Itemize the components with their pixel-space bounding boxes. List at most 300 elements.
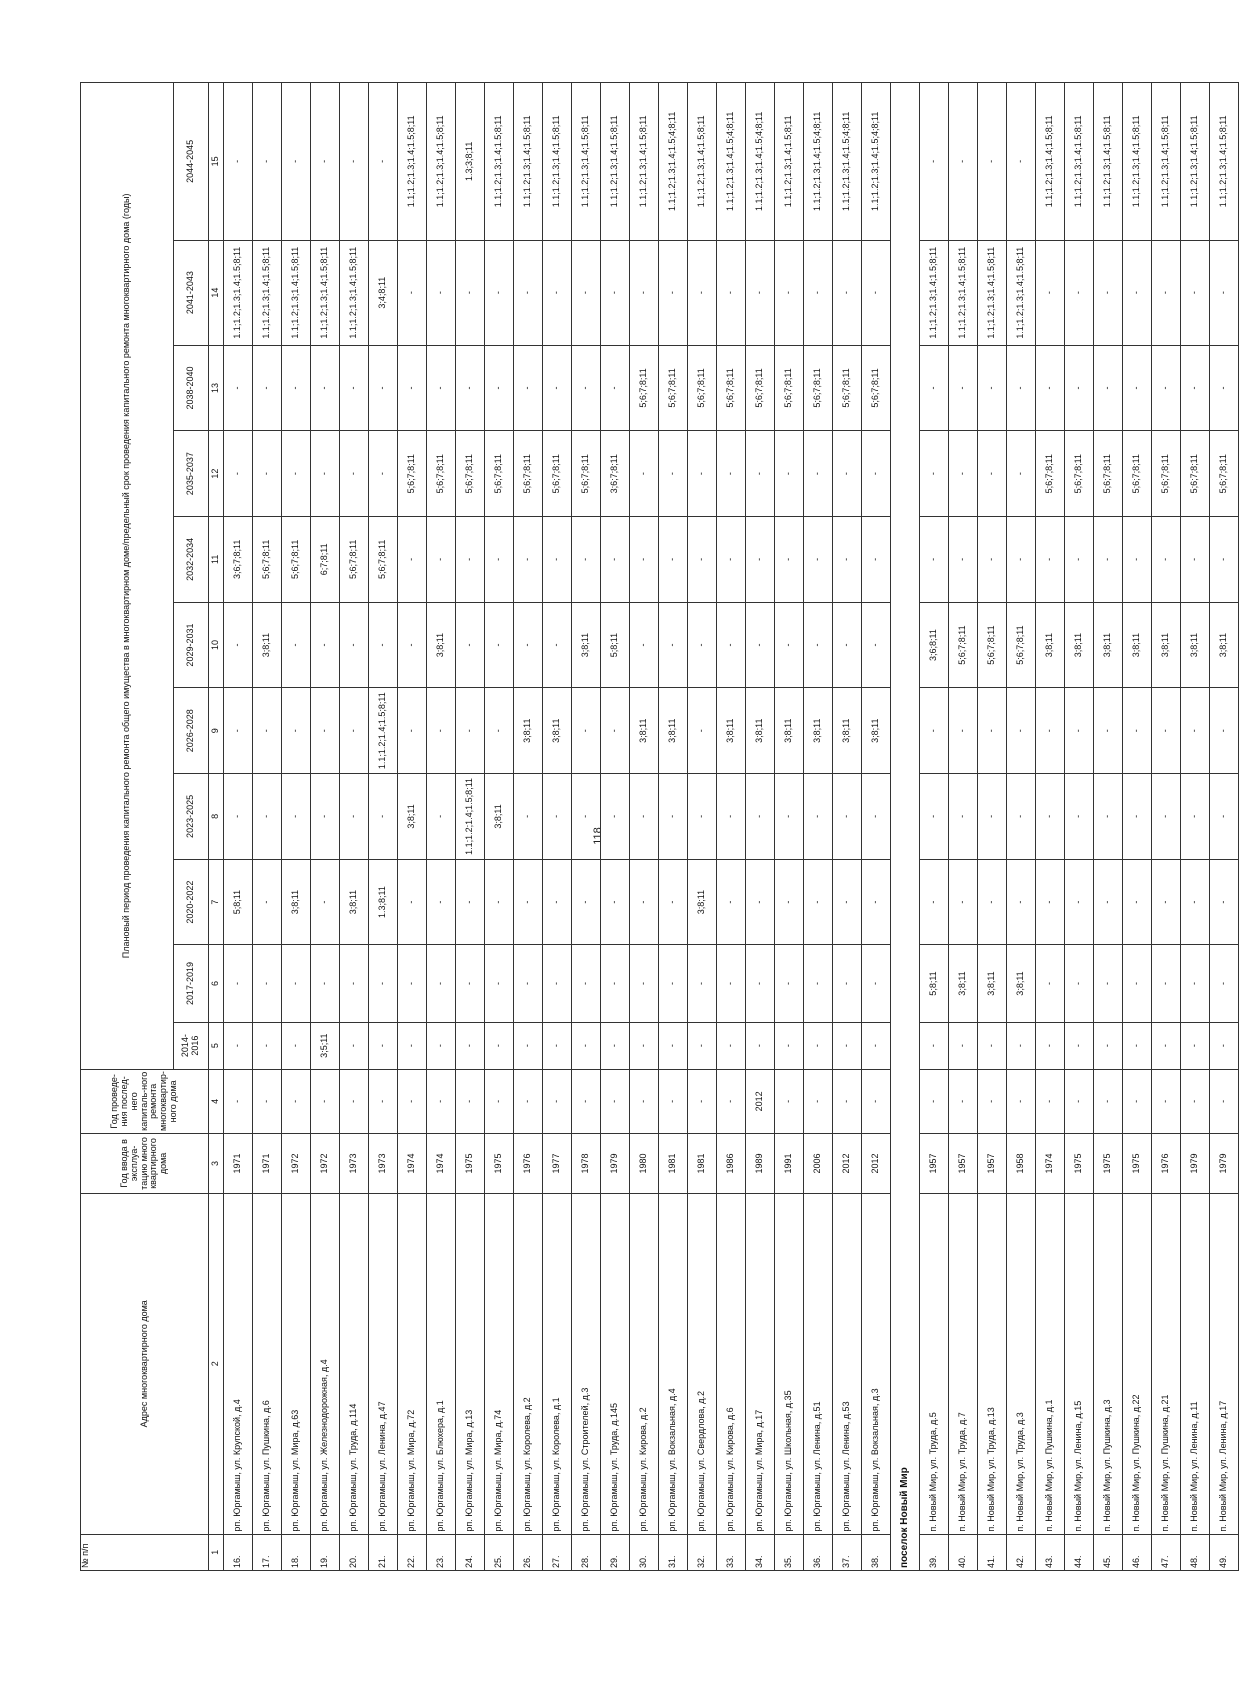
- row-period-cell: -: [572, 774, 601, 860]
- row-period-cell: 1.1;1.2;1.3;1.4;1.5;8;11: [601, 83, 630, 241]
- row-year-built: 1989: [746, 1133, 775, 1193]
- row-year-last-repair: -: [804, 1069, 833, 1133]
- row-period-cell: -: [746, 774, 775, 860]
- row-year-last-repair: -: [485, 1069, 514, 1133]
- row-year-last-repair: -: [514, 1069, 543, 1133]
- table-row: [949, 83, 978, 1571]
- row-period-cell: 5;6;7;8;11: [949, 602, 978, 688]
- row-year-built: 2006: [804, 1133, 833, 1193]
- row-period-cell: -: [630, 431, 659, 517]
- row-year-last-repair: -: [224, 1069, 253, 1133]
- row-period-cell: -: [833, 240, 862, 345]
- row-period-cell: 3;8;11: [1210, 602, 1239, 688]
- row-period-cell: -: [1065, 240, 1094, 345]
- row-year-last-repair: -: [282, 1069, 311, 1133]
- row-period-cell: -: [1094, 240, 1123, 345]
- row-period-cell: 1.1;1.2;1.3;1.4;1.5;8;11: [1210, 83, 1239, 241]
- row-period-cell: -: [920, 1022, 949, 1069]
- row-period-cell: -: [833, 945, 862, 1022]
- row-period-cell: -: [1036, 688, 1065, 774]
- row-year-last-repair: 2012: [746, 1069, 775, 1133]
- row-number: 34.: [746, 1534, 775, 1570]
- row-address: п. Новый Мир, ул. Труда, д.3: [1007, 1193, 1036, 1534]
- row-period-cell: -: [1007, 431, 1036, 517]
- row-period-cell: -: [1181, 945, 1210, 1022]
- row-period-cell: -: [369, 345, 398, 431]
- row-period-cell: -: [862, 945, 891, 1022]
- row-period-cell: -: [369, 774, 398, 860]
- row-period-cell: -: [804, 240, 833, 345]
- row-period-cell: 5;6;7;8;11: [253, 517, 282, 603]
- row-period-cell: -: [1123, 1022, 1152, 1069]
- table-row: [253, 83, 282, 1571]
- row-period-cell: 3;8;11: [746, 688, 775, 774]
- row-period-cell: -: [340, 431, 369, 517]
- row-period-cell: -: [688, 240, 717, 345]
- row-year-built: 1975: [456, 1133, 485, 1193]
- row-period-cell: -: [630, 859, 659, 945]
- row-period-cell: -: [688, 1022, 717, 1069]
- row-period-cell: 3;8;11: [1036, 602, 1065, 688]
- row-address: рп. Юргамыш, ул. Ленина, д.51: [804, 1193, 833, 1534]
- row-period-cell: -: [659, 240, 688, 345]
- row-period-cell: -: [688, 517, 717, 603]
- row-year-built: 1981: [659, 1133, 688, 1193]
- row-period-cell: -: [514, 774, 543, 860]
- row-period-cell: 5;6;7;8;11: [572, 431, 601, 517]
- row-number: 22.: [398, 1534, 427, 1570]
- row-address: рп. Юргамыш, ул. Железнодорожная, д.4: [311, 1193, 340, 1534]
- row-period-cell: -: [1123, 688, 1152, 774]
- row-period-cell: -: [543, 240, 572, 345]
- row-period-cell: 1.1;1.2;1.3;1.4;1.5;4;8;11: [833, 83, 862, 241]
- row-period-cell: -: [398, 517, 427, 603]
- row-period-cell: -: [282, 688, 311, 774]
- row-period-cell: 5;6;7;8;11: [978, 602, 1007, 688]
- row-period-cell: -: [862, 859, 891, 945]
- row-period-cell: -: [978, 859, 1007, 945]
- row-address: рп. Юргамыш, ул. Мира, д.13: [456, 1193, 485, 1534]
- row-year-last-repair: -: [659, 1069, 688, 1133]
- row-period-cell: -: [1094, 945, 1123, 1022]
- row-period-cell: -: [688, 602, 717, 688]
- row-period-cell: 3;5;11: [311, 1022, 340, 1069]
- header-period: 2041-2043: [174, 240, 209, 345]
- row-period-cell: -: [427, 688, 456, 774]
- row-period-cell: -: [949, 774, 978, 860]
- row-period-cell: -: [224, 602, 253, 688]
- row-address: п. Новый Мир, ул. Пушкина, д.22: [1123, 1193, 1152, 1534]
- row-period-cell: 5;6;7;8;11: [1210, 431, 1239, 517]
- row-period-cell: -: [1210, 859, 1239, 945]
- row-period-cell: 3;8;11: [775, 688, 804, 774]
- table-row: [804, 83, 833, 1571]
- capital-repair-table: [80, 82, 1239, 1571]
- row-period-cell: 1.1;1.2;1.3;1.4;1.5;8;11: [1152, 83, 1181, 241]
- row-period-cell: -: [775, 240, 804, 345]
- row-period-cell: -: [398, 240, 427, 345]
- header-year-last-repair: Год проведе-ния послед-него капиталь-ного ремонта многоквартир-ного дома: [81, 1069, 209, 1133]
- row-period-cell: -: [543, 945, 572, 1022]
- row-period-cell: 3;6;7;8;11: [601, 431, 630, 517]
- row-period-cell: -: [224, 1022, 253, 1069]
- row-period-cell: -: [717, 517, 746, 603]
- row-period-cell: -: [427, 517, 456, 603]
- row-period-cell: 3;8;11: [253, 602, 282, 688]
- row-period-cell: -: [398, 602, 427, 688]
- row-period-cell: -: [282, 774, 311, 860]
- row-period-cell: -: [456, 1022, 485, 1069]
- header-col-number: 8: [209, 774, 224, 860]
- row-period-cell: 3;8;11: [659, 688, 688, 774]
- row-period-cell: -: [630, 1022, 659, 1069]
- row-period-cell: -: [398, 859, 427, 945]
- row-period-cell: -: [1181, 859, 1210, 945]
- row-year-last-repair: -: [833, 1069, 862, 1133]
- row-year-last-repair: -: [1007, 1069, 1036, 1133]
- row-period-cell: -: [775, 774, 804, 860]
- table-row: [282, 83, 311, 1571]
- row-period-cell: -: [601, 774, 630, 860]
- row-number: 24.: [456, 1534, 485, 1570]
- row-period-cell: 1.1;1.2;1.3;1.4;1.5;8;11: [1065, 83, 1094, 241]
- row-period-cell: -: [311, 602, 340, 688]
- row-period-cell: -: [1123, 774, 1152, 860]
- row-period-cell: -: [717, 859, 746, 945]
- row-period-cell: -: [862, 1022, 891, 1069]
- header-col-number: 2: [209, 1193, 224, 1534]
- row-period-cell: -: [833, 1022, 862, 1069]
- row-period-cell: 3;8;11: [804, 688, 833, 774]
- row-period-cell: -: [311, 431, 340, 517]
- row-period-cell: -: [514, 517, 543, 603]
- row-period-cell: 1.1;1.2;1.3;1.4;1.5;8;11: [630, 83, 659, 241]
- row-period-cell: -: [1123, 859, 1152, 945]
- row-number: 44.: [1065, 1534, 1094, 1570]
- row-address: рп. Юргамыш, ул. Кирова, д.2: [630, 1193, 659, 1534]
- row-period-cell: -: [572, 1022, 601, 1069]
- row-period-cell: -: [398, 345, 427, 431]
- row-period-cell: -: [224, 774, 253, 860]
- row-year-built: 1957: [949, 1133, 978, 1193]
- table-row: [833, 83, 862, 1571]
- row-number: 36.: [804, 1534, 833, 1570]
- row-year-last-repair: -: [1065, 1069, 1094, 1133]
- row-address: рп. Юргамыш, ул. Ленина, д.47: [369, 1193, 398, 1534]
- row-number: 39.: [920, 1534, 949, 1570]
- row-period-cell: 3;8;11: [340, 859, 369, 945]
- row-period-cell: -: [1152, 859, 1181, 945]
- row-period-cell: -: [427, 945, 456, 1022]
- row-period-cell: -: [775, 431, 804, 517]
- row-period-cell: -: [1181, 345, 1210, 431]
- row-period-cell: -: [659, 945, 688, 1022]
- row-period-cell: 1.1;1.2;1.3;1.4;1.5;8;11: [224, 240, 253, 345]
- row-address: рп. Юргамыш, ул. Строителей, д.3: [572, 1193, 601, 1534]
- row-period-cell: -: [1065, 859, 1094, 945]
- row-period-cell: -: [833, 602, 862, 688]
- row-period-cell: 5;6;7;8;11: [833, 345, 862, 431]
- row-period-cell: -: [920, 688, 949, 774]
- row-number: 38.: [862, 1534, 891, 1570]
- row-period-cell: -: [572, 345, 601, 431]
- row-address: рп. Юргамыш, ул. Свердлова, д.2: [688, 1193, 717, 1534]
- row-year-last-repair: -: [688, 1069, 717, 1133]
- row-number: 21.: [369, 1534, 398, 1570]
- table-row: [659, 83, 688, 1571]
- row-period-cell: -: [427, 240, 456, 345]
- row-period-cell: -: [659, 517, 688, 603]
- row-year-built: 1976: [514, 1133, 543, 1193]
- row-period-cell: -: [775, 859, 804, 945]
- row-year-last-repair: -: [1094, 1069, 1123, 1133]
- row-period-cell: -: [1210, 345, 1239, 431]
- header-col-number: 15: [209, 83, 224, 241]
- row-number: 30.: [630, 1534, 659, 1570]
- row-period-cell: -: [1036, 945, 1065, 1022]
- row-period-cell: -: [804, 859, 833, 945]
- row-period-cell: 5;6;7;8;11: [456, 431, 485, 517]
- row-period-cell: -: [1152, 688, 1181, 774]
- row-period-cell: 5;8;11: [224, 859, 253, 945]
- row-period-cell: 3;8;11: [514, 688, 543, 774]
- row-period-cell: -: [340, 345, 369, 431]
- row-period-cell: -: [543, 859, 572, 945]
- row-year-last-repair: -: [862, 1069, 891, 1133]
- row-period-cell: -: [456, 240, 485, 345]
- header-year-built: Год ввода в эксплуа-тацию много квартирного дома: [81, 1133, 209, 1193]
- row-period-cell: 3;6;8;11: [920, 602, 949, 688]
- header-col-number: 9: [209, 688, 224, 774]
- row-period-cell: -: [572, 688, 601, 774]
- row-number: 37.: [833, 1534, 862, 1570]
- row-period-cell: -: [1036, 774, 1065, 860]
- row-period-cell: 3;8;11: [688, 859, 717, 945]
- table-row: [1036, 83, 1065, 1571]
- row-period-cell: -: [1094, 517, 1123, 603]
- table-row: [920, 83, 949, 1571]
- row-period-cell: 3;8;11: [1065, 602, 1094, 688]
- row-period-cell: -: [1210, 945, 1239, 1022]
- row-year-last-repair: -: [369, 1069, 398, 1133]
- row-period-cell: -: [833, 859, 862, 945]
- row-year-built: 1976: [1152, 1133, 1181, 1193]
- row-period-cell: -: [746, 945, 775, 1022]
- row-period-cell: -: [978, 517, 1007, 603]
- row-period-cell: 5;6;7;8;11: [543, 431, 572, 517]
- row-period-cell: 5;6;7;8;11: [775, 345, 804, 431]
- row-address: п. Новый Мир, ул. Труда, д.13: [978, 1193, 1007, 1534]
- row-period-cell: 5;6;7;8;11: [369, 517, 398, 603]
- row-period-cell: -: [1094, 859, 1123, 945]
- row-period-cell: -: [862, 602, 891, 688]
- row-period-cell: 1.1;1.2;1.3;1.4;1.5;8;11: [485, 83, 514, 241]
- row-period-cell: 1.1;1.2;1.3;1.4;1.5;8;11: [282, 240, 311, 345]
- row-period-cell: -: [659, 431, 688, 517]
- row-period-cell: -: [224, 431, 253, 517]
- row-period-cell: -: [456, 602, 485, 688]
- row-period-cell: -: [543, 602, 572, 688]
- table-row: [1152, 83, 1181, 1571]
- row-period-cell: -: [1065, 1022, 1094, 1069]
- row-period-cell: 3;8;11: [282, 859, 311, 945]
- row-address: рп. Юргамыш, ул. Мира, д.63: [282, 1193, 311, 1534]
- row-period-cell: 1.1;1.2;1.3;1.4;1.5;8;11: [920, 240, 949, 345]
- row-period-cell: -: [1210, 1022, 1239, 1069]
- row-number: 19.: [311, 1534, 340, 1570]
- row-year-built: 1972: [311, 1133, 340, 1193]
- row-address: рп. Юргамыш, ул. Пушкина, д.6: [253, 1193, 282, 1534]
- row-year-built: 1975: [1123, 1133, 1152, 1193]
- row-number: 40.: [949, 1534, 978, 1570]
- row-period-cell: -: [1123, 945, 1152, 1022]
- row-period-cell: -: [1036, 345, 1065, 431]
- row-period-cell: -: [282, 345, 311, 431]
- table-header: [81, 83, 224, 1571]
- row-period-cell: -: [253, 345, 282, 431]
- header-num: № п/п: [81, 1534, 209, 1570]
- row-period-cell: -: [311, 688, 340, 774]
- row-number: 33.: [717, 1534, 746, 1570]
- row-period-cell: -: [659, 859, 688, 945]
- row-period-cell: -: [949, 431, 978, 517]
- row-period-cell: -: [1210, 240, 1239, 345]
- row-year-built: 1975: [1065, 1133, 1094, 1193]
- row-year-built: 1972: [282, 1133, 311, 1193]
- row-period-cell: -: [1152, 345, 1181, 431]
- header-period-group: Плановый период проведения капитального ремонта общего имущества в многоквартирном доме/предельный срок проведения капитального ремонта многоквартирного дома (годы): [81, 83, 174, 1070]
- row-period-cell: -: [1065, 688, 1094, 774]
- row-year-last-repair: -: [1152, 1069, 1181, 1133]
- row-period-cell: -: [775, 517, 804, 603]
- row-period-cell: -: [1210, 774, 1239, 860]
- header-address: Адрес многоквартирного дома: [81, 1193, 209, 1534]
- row-year-built: 1957: [978, 1133, 1007, 1193]
- row-period-cell: -: [514, 345, 543, 431]
- row-period-cell: -: [543, 774, 572, 860]
- row-year-last-repair: -: [311, 1069, 340, 1133]
- row-period-cell: -: [804, 602, 833, 688]
- row-address: рп. Юргамыш, ул. Крупской, д.4: [224, 1193, 253, 1534]
- row-number: 26.: [514, 1534, 543, 1570]
- row-period-cell: -: [833, 774, 862, 860]
- row-period-cell: -: [1065, 517, 1094, 603]
- row-period-cell: -: [804, 431, 833, 517]
- row-period-cell: -: [601, 345, 630, 431]
- row-period-cell: -: [920, 859, 949, 945]
- row-period-cell: 5;6;7;8;11: [746, 345, 775, 431]
- row-period-cell: 5;6;7;8;11: [1036, 431, 1065, 517]
- row-period-cell: -: [804, 1022, 833, 1069]
- row-period-cell: -: [311, 83, 340, 241]
- row-period-cell: -: [804, 517, 833, 603]
- row-year-built: 1979: [1181, 1133, 1210, 1193]
- row-address: рп. Юргамыш, ул. Мира, д.17: [746, 1193, 775, 1534]
- row-period-cell: -: [340, 1022, 369, 1069]
- row-period-cell: -: [311, 345, 340, 431]
- row-period-cell: -: [253, 945, 282, 1022]
- row-year-built: 1971: [253, 1133, 282, 1193]
- row-period-cell: 3;8;11: [949, 945, 978, 1022]
- row-period-cell: -: [253, 1022, 282, 1069]
- row-period-cell: -: [1036, 240, 1065, 345]
- table-row: [340, 83, 369, 1571]
- row-period-cell: 5;6;7;8;11: [659, 345, 688, 431]
- row-period-cell: -: [543, 345, 572, 431]
- row-period-cell: 1.1;1.2;1.3;1.4;1.5;8;11: [514, 83, 543, 241]
- row-period-cell: 1.1;1.2;1.3;1.4;1.5;8;11: [543, 83, 572, 241]
- row-period-cell: -: [514, 602, 543, 688]
- row-year-last-repair: -: [717, 1069, 746, 1133]
- row-address: рп. Юргамыш, ул. Мира, д.72: [398, 1193, 427, 1534]
- row-period-cell: -: [340, 688, 369, 774]
- header-col-number: 5: [209, 1022, 224, 1069]
- row-period-cell: 5;6;7;8;11: [340, 517, 369, 603]
- row-period-cell: 3;8;11: [1123, 602, 1152, 688]
- row-period-cell: -: [1036, 859, 1065, 945]
- row-period-cell: -: [717, 774, 746, 860]
- row-period-cell: -: [485, 859, 514, 945]
- row-period-cell: -: [862, 431, 891, 517]
- row-year-last-repair: -: [601, 1069, 630, 1133]
- row-address: рп. Юргамыш, ул. Кирова, д.6: [717, 1193, 746, 1534]
- row-year-last-repair: -: [543, 1069, 572, 1133]
- row-period-cell: -: [1123, 517, 1152, 603]
- row-period-cell: -: [978, 431, 1007, 517]
- row-period-cell: -: [485, 945, 514, 1022]
- row-period-cell: 5;6;7;8;11: [1123, 431, 1152, 517]
- row-period-cell: -: [1007, 517, 1036, 603]
- row-period-cell: -: [253, 83, 282, 241]
- row-period-cell: -: [1007, 774, 1036, 860]
- row-period-cell: -: [369, 83, 398, 241]
- row-address: рп. Юргамыш, ул. Вокзальная, д.4: [659, 1193, 688, 1534]
- row-period-cell: -: [572, 517, 601, 603]
- row-period-cell: -: [920, 517, 949, 603]
- row-address: рп. Юргамыш, ул. Блюхера, д.1: [427, 1193, 456, 1534]
- header-col-number: 14: [209, 240, 224, 345]
- row-period-cell: -: [717, 1022, 746, 1069]
- row-year-built: 1979: [1210, 1133, 1239, 1193]
- row-year-built: 1980: [630, 1133, 659, 1193]
- row-period-cell: -: [224, 945, 253, 1022]
- row-period-cell: -: [862, 517, 891, 603]
- row-period-cell: -: [978, 1022, 1007, 1069]
- table-row: [485, 83, 514, 1571]
- row-year-built: 2012: [833, 1133, 862, 1193]
- row-period-cell: 3;8;11: [833, 688, 862, 774]
- row-period-cell: -: [572, 945, 601, 1022]
- header-col-number: 6: [209, 945, 224, 1022]
- row-address: п. Новый Мир, ул. Пушкина, д.21: [1152, 1193, 1181, 1534]
- row-period-cell: -: [369, 945, 398, 1022]
- table-row: [688, 83, 717, 1571]
- row-year-last-repair: -: [340, 1069, 369, 1133]
- table-row: [1181, 83, 1210, 1571]
- row-year-last-repair: -: [978, 1069, 1007, 1133]
- row-period-cell: -: [485, 1022, 514, 1069]
- table-row: [601, 83, 630, 1571]
- header-col-number: 13: [209, 345, 224, 431]
- table-row: [1065, 83, 1094, 1571]
- row-period-cell: 1.3;3;8;11: [456, 83, 485, 241]
- row-period-cell: -: [949, 517, 978, 603]
- row-period-cell: 1.1;1.2;1.3;1.4;1.5;4;8;11: [717, 83, 746, 241]
- row-period-cell: -: [1065, 774, 1094, 860]
- header-period: 2017-2019: [174, 945, 209, 1022]
- row-period-cell: -: [224, 345, 253, 431]
- row-address: п. Новый Мир, ул. Ленина, д.15: [1065, 1193, 1094, 1534]
